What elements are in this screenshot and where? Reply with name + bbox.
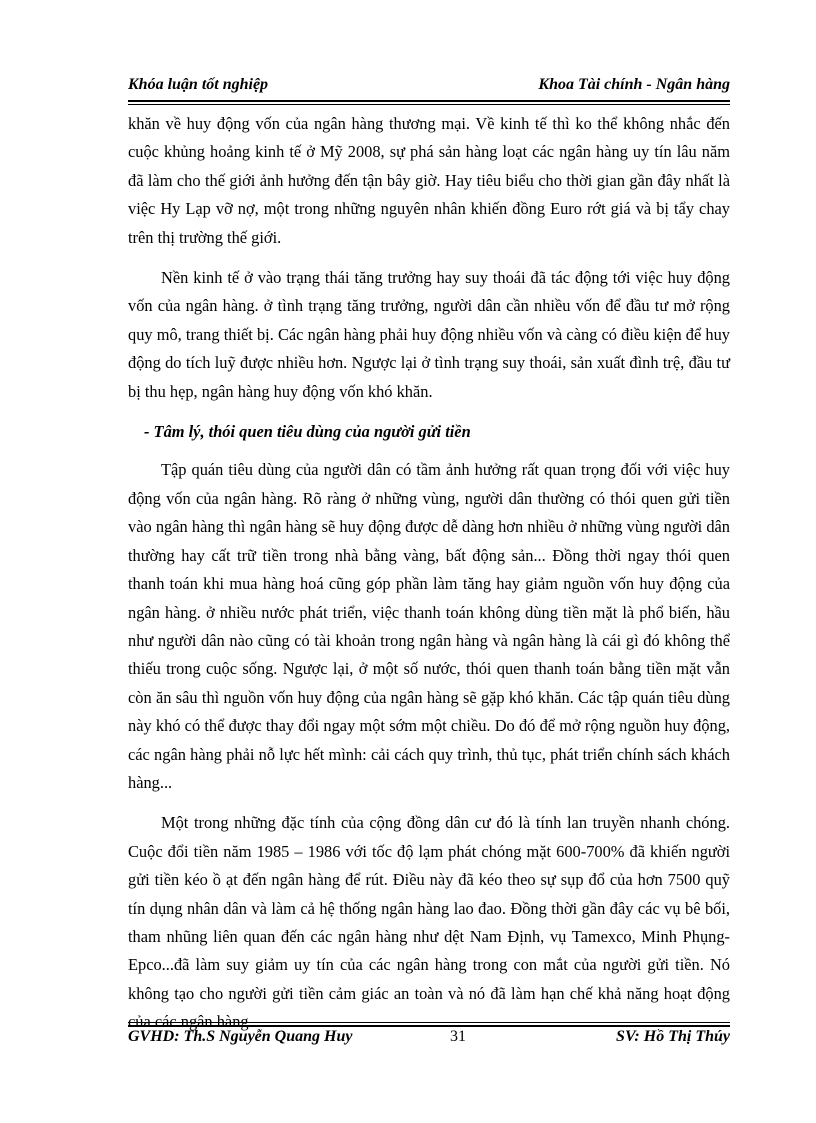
page-number: 31 (450, 1028, 466, 1045)
footer-student: SV: Hồ Thị Thúy (616, 1028, 730, 1045)
header-rule-thin (128, 104, 730, 105)
section-subheading: - Tâm lý, thói quen tiêu dùng của người gửi tiền (144, 422, 471, 442)
page-body (128, 110, 730, 1049)
paragraph-continuation: khăn về huy động vốn của ngân hàng thương mại. Về kinh tế thì ko thể không nhắc đến cuộc khủng hoảng kinh tế ở Mỹ 2008, sự phá sản hàng loạt các ngân hàng uy tín lâu năm đã làm cho thế giới ảnh hưởng đến tận bây giờ. Hay tiêu biểu cho thời gian gần đây nhất là việc Hy Lạp vỡ nợ, một trong những nguyên nhân khiến đồng Euro rớt giá và bị tẩy chay trên thị trường thế giới. (128, 114, 730, 247)
paragraph-community-traits: Một trong những đặc tính của cộng đồng dân cư đó là tính lan truyền nhanh chóng. Cuộc đổi tiền năm 1985 – 1986 với tốc độ lạm phát chóng mặt 600-700% đã khiến người gửi tiền kéo ồ ạt đến ngân hàng để rút. Điều này đã kéo theo sự sụp đổ của hơn 7500 quỹ tín dụng nhân dân và làm cả hệ thống ngân hàng lao đao. Đồng thời gần đây các vụ bê bối, tham nhũng liên quan đến các ngân hàng như dệt Nam Định, vụ Tamexco, Minh Phụng-Epco...đã làm suy giảm uy tín của các ngân hàng trong con mắt của người gửi tiền. Nó không tạo cho người gửi tiền cảm giác an toàn và nó đã làm hạn chế khả năng hoạt động của các ngân hàng. (128, 813, 730, 1032)
header-right-title: Khoa Tài chính - Ngân hàng (538, 76, 730, 93)
footer-rule-thick (128, 1025, 730, 1027)
footer-rule-thin (128, 1022, 730, 1023)
paragraph-economy: Nền kinh tế ở vào trạng thái tăng trưởng hay suy thoái đã tác động tới việc huy động vốn của ngân hàng. ở tình trạng tăng trưởng, người dân cần nhiều vốn để đầu tư mở rộng quy mô, trang thiết bị. Các ngân hàng phải huy động nhiều vốn và càng có điều kiện để huy động do tích luỹ được nhiều hơn. Ngược lại ở tình trạng suy thoái, sản xuất đình trệ, đầu tư bị thu hẹp, ngân hàng huy động vốn khó khăn. (128, 268, 730, 401)
footer-supervisor: GVHD: Th.S Nguyễn Quang Huy (128, 1028, 353, 1045)
paragraph-consumption-habits: Tập quán tiêu dùng của người dân có tầm ảnh hưởng rất quan trọng đối với việc huy động vốn của ngân hàng. Rõ ràng ở những vùng, người dân thường có thói quen gửi tiền vào ngân hàng thì ngân hàng sẽ huy động được dễ dàng hơn nhiều ở những vùng người dân thường hay cất trữ tiền trong nhà bằng vàng, bất động sản... Đồng thời ngay thói quen thanh toán khi mua hàng hoá cũng góp phần làm tăng hay giảm nguồn vốn huy động của ngân hàng. ở nhiều nước phát triển, việc thanh toán không dùng tiền mặt là phổ biến, hầu như người dân nào cũng có tài khoản trong ngân hàng và ngân hàng là cái gì đó không thể thiếu trong cuộc sống. Ngược lại, ở một số nước, thói quen thanh toán bằng tiền mặt vẫn còn ăn sâu thì nguồn vốn huy động của ngân hàng sẽ gặp khó khăn. Các tập quán tiêu dùng này khó có thể được thay đổi ngay một sớm một chiều. Do đó để mở rộng nguồn huy động, các ngân hàng phải nỗ lực hết mình: cải cách quy trình, thủ tục, phát triển chính sách khách hàng... (128, 460, 730, 792)
header-rule-thick (128, 100, 730, 102)
header-left-title: Khóa luận tốt nghiệp (128, 76, 269, 93)
page-header (128, 74, 730, 98)
page-footer (128, 1028, 730, 1052)
